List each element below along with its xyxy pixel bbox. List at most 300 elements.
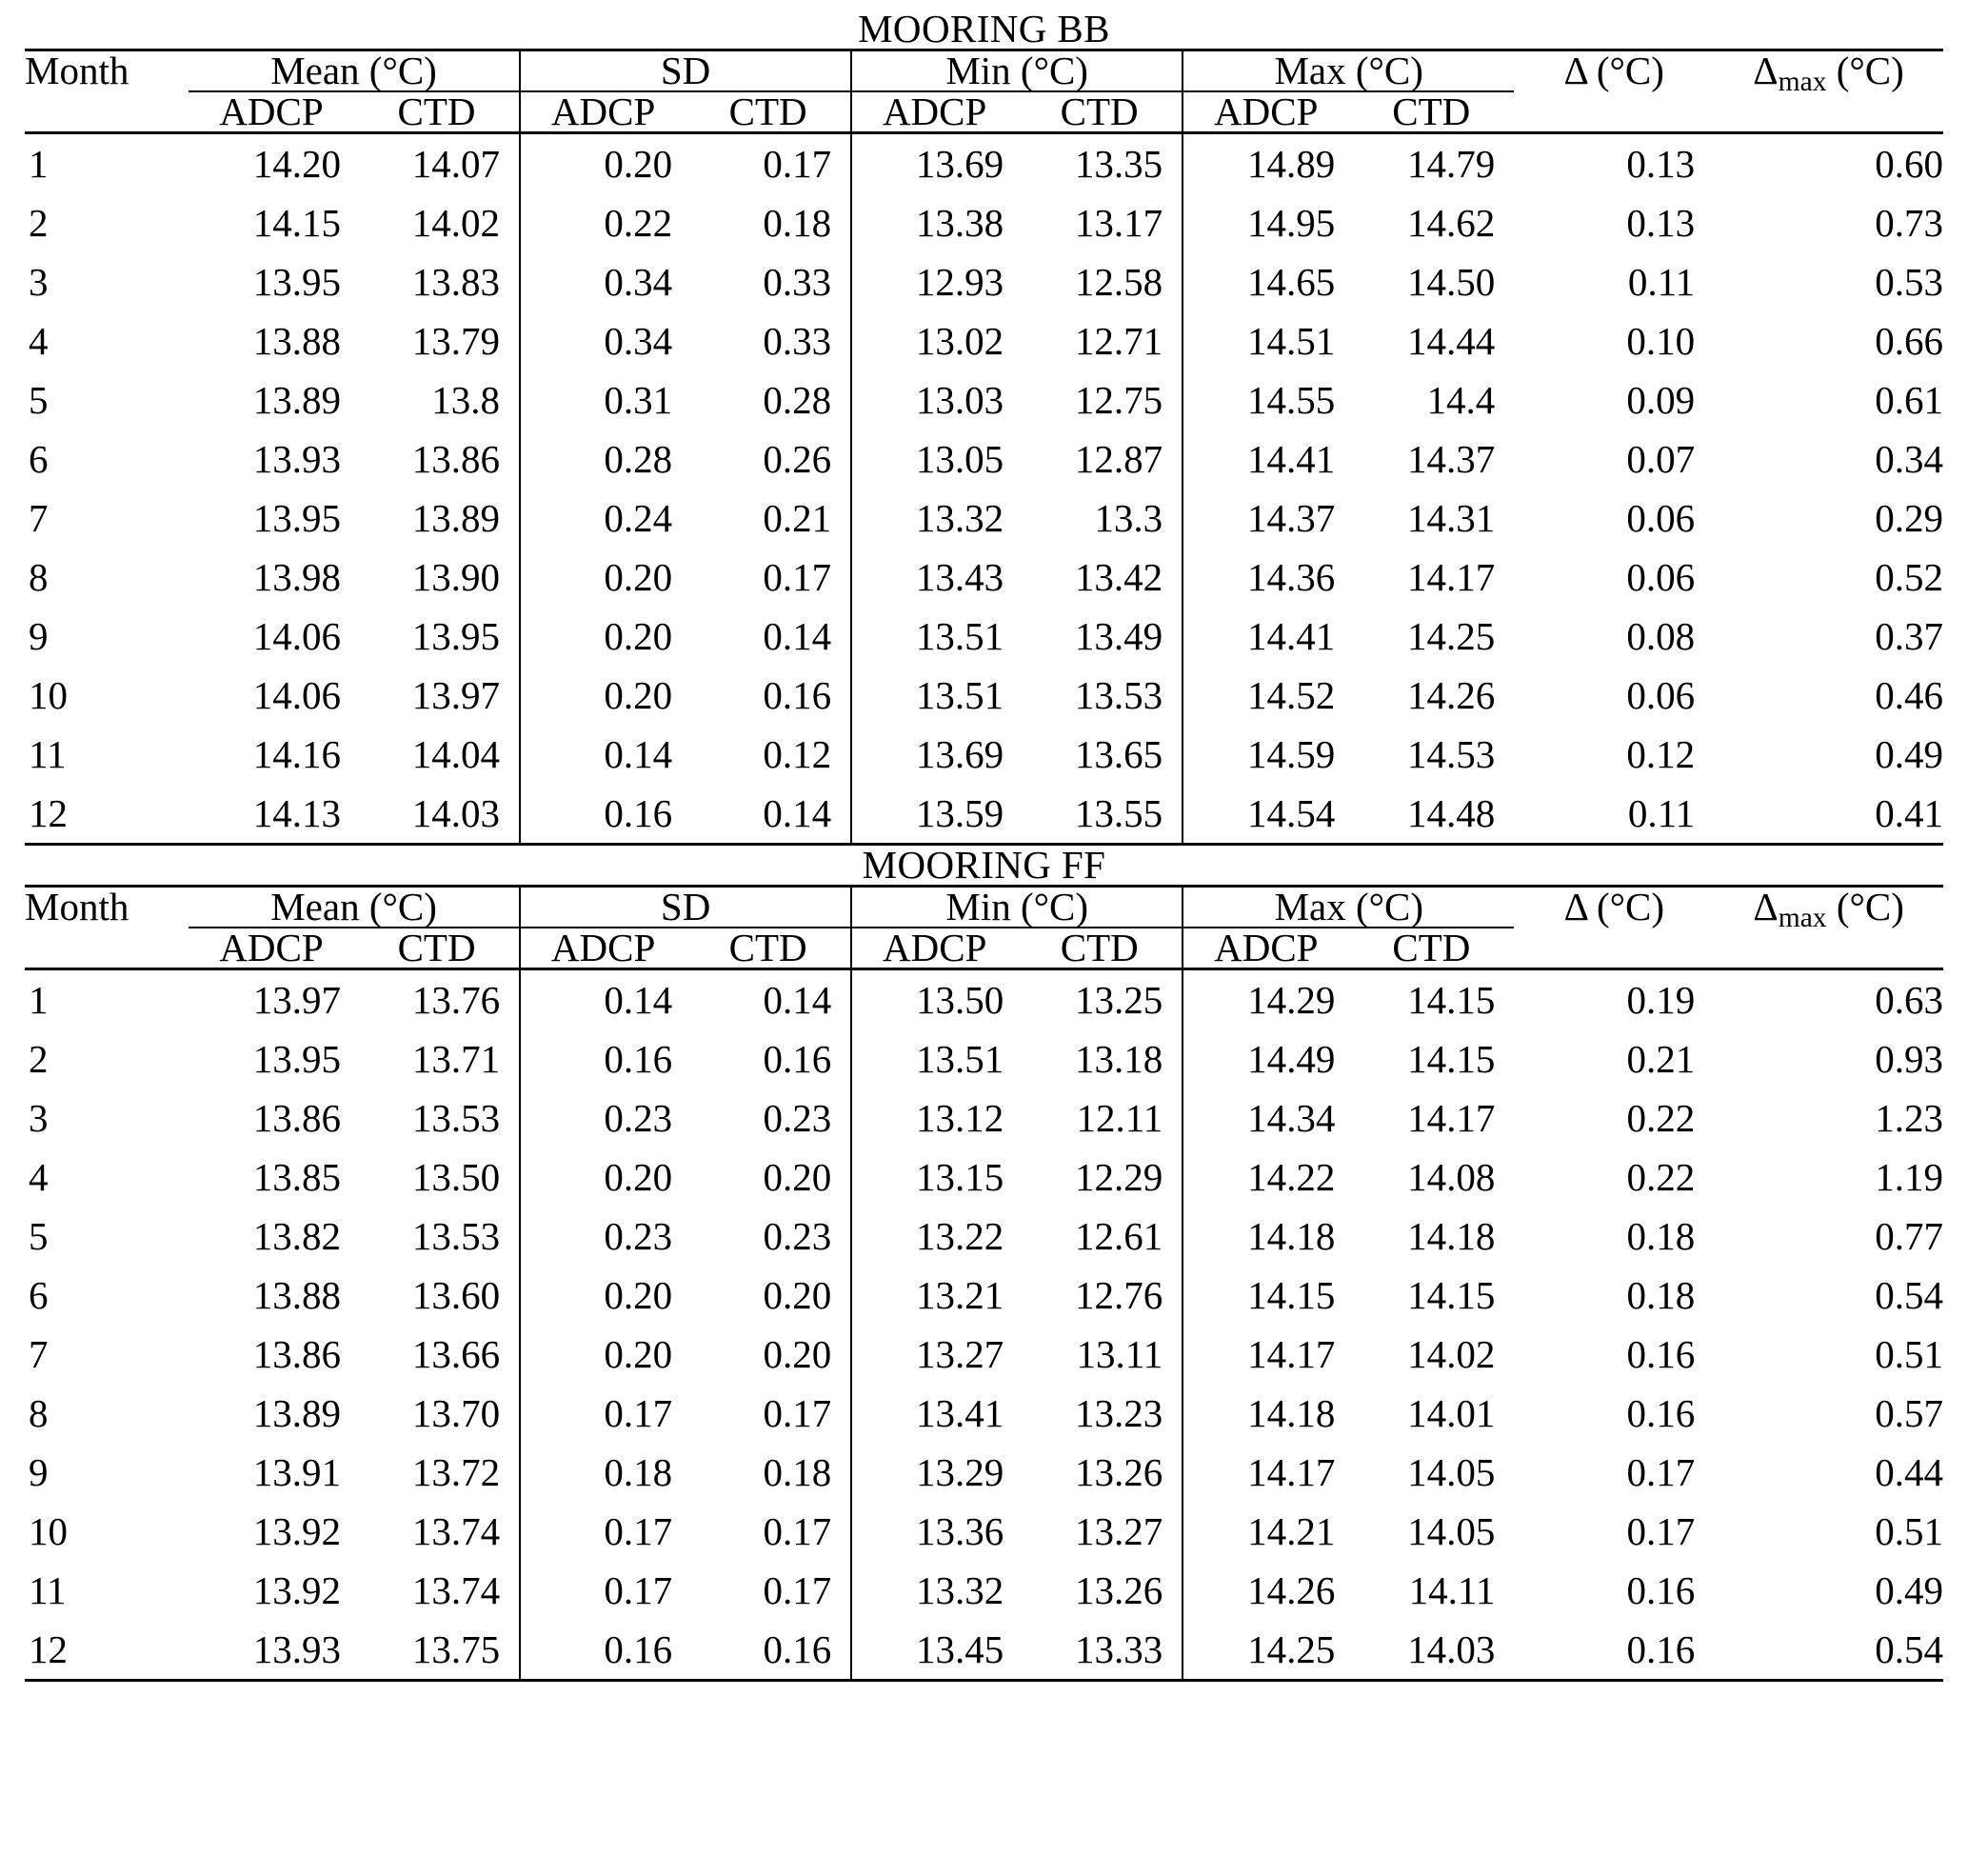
cell-mean-adcp: 13.98 bbox=[252, 554, 342, 599]
cell-delta: 0.17 bbox=[1626, 1449, 1696, 1494]
cell-delta-max: 0.57 bbox=[1875, 1390, 1943, 1435]
cell-min-adcp: 13.29 bbox=[851, 1443, 1017, 1502]
cell-max-ctd: 14.79 bbox=[1406, 141, 1496, 186]
cell-max-adcp: 14.89 bbox=[1183, 134, 1348, 193]
table-row bbox=[25, 784, 1943, 843]
cell-delta-max: 0.49 bbox=[1875, 731, 1943, 776]
cell-mean-ctd: 13.90 bbox=[411, 554, 501, 599]
table-caption-ff bbox=[25, 846, 1943, 887]
header-row-secondary-ff bbox=[25, 928, 1943, 969]
cell-min-adcp: 13.45 bbox=[851, 1620, 1017, 1681]
cell-mean-ctd: 13.74 bbox=[411, 1567, 501, 1612]
cell-min-adcp: 12.93 bbox=[851, 252, 1017, 311]
cell-min-adcp: 13.32 bbox=[851, 1561, 1017, 1620]
cell-max-adcp: 14.65 bbox=[1183, 252, 1348, 311]
cell-delta: 0.09 bbox=[1626, 377, 1696, 422]
cell-delta: 0.17 bbox=[1626, 1508, 1696, 1553]
cell-max-adcp: 14.52 bbox=[1183, 666, 1348, 725]
cell-delta-max: 0.53 bbox=[1875, 259, 1943, 304]
subcol-min-adcp: ADCP bbox=[851, 928, 1017, 969]
cell-mean-adcp: 13.95 bbox=[252, 259, 342, 304]
cell-month: 10 bbox=[29, 1508, 68, 1553]
cell-month: 10 bbox=[29, 672, 68, 717]
cell-sd-adcp: 0.23 bbox=[520, 1088, 686, 1148]
cell-min-adcp: 13.38 bbox=[851, 193, 1017, 252]
subcol-max-ctd: CTD bbox=[1392, 926, 1471, 969]
cell-sd-ctd: 0.17 bbox=[763, 1390, 832, 1435]
cell-month: 1 bbox=[29, 977, 49, 1022]
subcol-sd-adcp: ADCP bbox=[520, 928, 686, 969]
cell-month: 8 bbox=[29, 554, 49, 599]
cell-max-adcp: 14.18 bbox=[1183, 1384, 1348, 1443]
cell-max-adcp: 14.15 bbox=[1183, 1266, 1348, 1325]
cell-sd-adcp: 0.20 bbox=[520, 1148, 686, 1207]
cell-mean-ctd: 13.95 bbox=[411, 613, 501, 658]
cell-min-adcp: 13.21 bbox=[851, 1266, 1017, 1325]
cell-max-adcp: 14.54 bbox=[1183, 784, 1348, 843]
cell-max-adcp: 14.37 bbox=[1183, 489, 1348, 548]
cell-sd-ctd: 0.14 bbox=[763, 613, 832, 658]
cell-max-ctd: 14.44 bbox=[1406, 318, 1496, 363]
cell-sd-adcp: 0.20 bbox=[520, 666, 686, 725]
cell-min-adcp: 13.15 bbox=[851, 1148, 1017, 1207]
cell-max-ctd: 14.11 bbox=[1408, 1567, 1496, 1612]
col-header-min: Min (°C) bbox=[851, 888, 1183, 928]
cell-delta: 0.06 bbox=[1626, 672, 1696, 717]
table-caption-bb bbox=[25, 10, 1943, 50]
cell-mean-ctd: 13.66 bbox=[411, 1331, 501, 1376]
cell-delta: 0.06 bbox=[1626, 554, 1696, 599]
cell-sd-adcp: 0.17 bbox=[520, 1561, 686, 1620]
cell-max-adcp: 14.22 bbox=[1183, 1148, 1348, 1207]
cell-mean-ctd: 13.97 bbox=[411, 672, 501, 717]
cell-delta: 0.08 bbox=[1626, 613, 1696, 658]
cell-month: 11 bbox=[29, 1567, 67, 1612]
cell-month: 7 bbox=[29, 1331, 49, 1376]
cell-sd-adcp: 0.22 bbox=[520, 193, 686, 252]
cell-max-ctd: 14.15 bbox=[1407, 1036, 1496, 1081]
cell-delta: 0.16 bbox=[1626, 1567, 1696, 1612]
cell-max-adcp: 14.29 bbox=[1183, 970, 1348, 1029]
cell-mean-adcp: 13.92 bbox=[252, 1508, 342, 1553]
cell-mean-adcp: 13.92 bbox=[252, 1567, 342, 1612]
cell-mean-adcp: 13.91 bbox=[252, 1449, 342, 1494]
subcol-sd-adcp: ADCP bbox=[520, 91, 686, 133]
cell-delta-max: 0.44 bbox=[1875, 1449, 1943, 1494]
cell-month: 8 bbox=[29, 1390, 49, 1435]
subcol-min-ctd: CTD bbox=[1060, 90, 1139, 133]
col-header-mean: Mean (°C) bbox=[189, 51, 520, 91]
cell-min-ctd: 13.55 bbox=[1074, 790, 1163, 835]
cell-min-ctd: 13.65 bbox=[1074, 731, 1163, 776]
cell-delta: 0.16 bbox=[1626, 1627, 1696, 1671]
cell-sd-adcp: 0.17 bbox=[520, 1502, 686, 1561]
cell-max-ctd: 14.37 bbox=[1406, 436, 1496, 481]
header-row-primary-ff bbox=[25, 888, 1943, 928]
table-row bbox=[25, 1148, 1943, 1207]
cell-min-ctd: 12.61 bbox=[1075, 1213, 1163, 1258]
cell-mean-adcp: 13.86 bbox=[252, 1331, 342, 1376]
cell-delta: 0.21 bbox=[1626, 1036, 1696, 1081]
cell-min-ctd: 13.42 bbox=[1074, 554, 1163, 599]
cell-delta-max: 0.60 bbox=[1875, 141, 1943, 186]
header-row-secondary-bb bbox=[25, 91, 1943, 133]
header-row-primary-bb bbox=[25, 51, 1943, 91]
cell-min-ctd: 12.75 bbox=[1074, 377, 1163, 422]
cell-max-ctd: 14.18 bbox=[1407, 1213, 1496, 1258]
cell-mean-ctd: 14.07 bbox=[411, 141, 501, 186]
table-row bbox=[25, 1561, 1943, 1620]
cell-mean-ctd: 13.76 bbox=[411, 977, 501, 1022]
cell-max-adcp: 14.21 bbox=[1183, 1502, 1348, 1561]
table-row bbox=[25, 548, 1943, 607]
cell-delta-max: 0.93 bbox=[1875, 1036, 1943, 1081]
cell-min-ctd: 13.35 bbox=[1074, 141, 1163, 186]
cell-delta-max: 1.19 bbox=[1875, 1154, 1943, 1199]
cell-max-ctd: 14.05 bbox=[1407, 1449, 1496, 1494]
cell-max-ctd: 14.48 bbox=[1406, 790, 1496, 835]
cell-min-ctd: 13.53 bbox=[1074, 672, 1163, 717]
table-row bbox=[25, 970, 1943, 1029]
cell-max-adcp: 14.26 bbox=[1183, 1561, 1348, 1620]
cell-min-ctd: 13.11 bbox=[1076, 1331, 1163, 1376]
col-header-sd: SD bbox=[520, 51, 851, 91]
cell-sd-ctd: 0.16 bbox=[763, 672, 832, 717]
cell-max-ctd: 14.05 bbox=[1407, 1508, 1496, 1553]
subcol-mean-adcp: ADCP bbox=[219, 926, 324, 969]
cell-min-ctd: 12.87 bbox=[1074, 436, 1163, 481]
cell-sd-ctd: 0.23 bbox=[763, 1095, 832, 1140]
col-header-month: Month bbox=[25, 49, 129, 92]
cell-sd-adcp: 0.14 bbox=[520, 725, 686, 784]
cell-sd-adcp: 0.23 bbox=[520, 1207, 686, 1266]
col-header-delta: Δ (°C) bbox=[1563, 885, 1665, 928]
cell-sd-ctd: 0.20 bbox=[763, 1272, 832, 1317]
cell-delta-max: 0.34 bbox=[1875, 436, 1943, 481]
cell-mean-ctd: 13.71 bbox=[411, 1036, 501, 1081]
cell-min-ctd: 13.23 bbox=[1075, 1390, 1163, 1435]
cell-month: 2 bbox=[29, 1036, 49, 1081]
cell-min-adcp: 13.51 bbox=[851, 666, 1017, 725]
cell-month: 4 bbox=[29, 1154, 49, 1199]
cell-sd-adcp: 0.20 bbox=[520, 134, 686, 193]
cell-min-adcp: 13.32 bbox=[851, 489, 1017, 548]
cell-max-adcp: 14.17 bbox=[1183, 1325, 1348, 1384]
cell-sd-ctd: 0.17 bbox=[763, 141, 832, 186]
cell-min-adcp: 13.22 bbox=[851, 1207, 1017, 1266]
cell-min-adcp: 13.12 bbox=[851, 1088, 1017, 1148]
cell-mean-ctd: 13.8 bbox=[431, 377, 501, 422]
cell-delta: 0.22 bbox=[1626, 1095, 1696, 1140]
cell-min-ctd: 12.11 bbox=[1076, 1095, 1163, 1140]
cell-sd-ctd: 0.23 bbox=[763, 1213, 832, 1258]
cell-sd-adcp: 0.20 bbox=[520, 548, 686, 607]
cell-month: 3 bbox=[29, 1095, 49, 1140]
cell-min-ctd: 13.26 bbox=[1075, 1567, 1163, 1612]
table-row bbox=[25, 1029, 1943, 1088]
cell-max-ctd: 14.17 bbox=[1406, 554, 1496, 599]
cell-mean-ctd: 14.03 bbox=[411, 790, 501, 835]
cell-mean-adcp: 13.95 bbox=[252, 1036, 342, 1081]
cell-month: 4 bbox=[29, 318, 49, 363]
cell-min-adcp: 13.51 bbox=[851, 1029, 1017, 1088]
cell-min-ctd: 13.49 bbox=[1074, 613, 1163, 658]
cell-sd-adcp: 0.16 bbox=[520, 784, 686, 843]
cell-sd-ctd: 0.20 bbox=[763, 1154, 832, 1199]
cell-delta: 0.13 bbox=[1626, 200, 1696, 245]
cell-mean-ctd: 14.02 bbox=[411, 200, 501, 245]
mooring-bb-table bbox=[25, 7, 1943, 843]
cell-month: 7 bbox=[29, 495, 49, 540]
cell-sd-ctd: 0.18 bbox=[763, 200, 832, 245]
cell-min-ctd: 13.18 bbox=[1075, 1036, 1163, 1081]
cell-delta-max: 0.54 bbox=[1875, 1272, 1943, 1317]
cell-mean-ctd: 13.86 bbox=[411, 436, 501, 481]
cell-max-ctd: 14.01 bbox=[1407, 1390, 1496, 1435]
cell-mean-ctd: 13.60 bbox=[411, 1272, 501, 1317]
col-header-sd: SD bbox=[520, 888, 851, 928]
cell-min-ctd: 12.76 bbox=[1075, 1272, 1163, 1317]
cell-sd-ctd: 0.18 bbox=[763, 1449, 832, 1494]
cell-sd-ctd: 0.16 bbox=[763, 1627, 832, 1671]
table-row bbox=[25, 607, 1943, 666]
table-row bbox=[25, 1207, 1943, 1266]
cell-mean-adcp: 13.93 bbox=[252, 436, 342, 481]
cell-delta-max: 0.63 bbox=[1875, 977, 1943, 1022]
table-row bbox=[25, 193, 1943, 252]
table-row bbox=[25, 1502, 1943, 1561]
cell-sd-ctd: 0.17 bbox=[763, 1508, 832, 1553]
cell-delta-max: 0.41 bbox=[1875, 790, 1943, 835]
cell-min-ctd: 13.26 bbox=[1075, 1449, 1163, 1494]
table-row bbox=[25, 725, 1943, 784]
cell-sd-ctd: 0.26 bbox=[763, 436, 832, 481]
cell-min-ctd: 13.33 bbox=[1075, 1627, 1163, 1671]
cell-month: 11 bbox=[29, 731, 67, 776]
cell-mean-ctd: 14.04 bbox=[411, 731, 501, 776]
caption-text-bb: MOORING BB bbox=[858, 7, 1110, 50]
subcol-max-adcp: ADCP bbox=[1183, 928, 1348, 969]
cell-sd-adcp: 0.20 bbox=[520, 607, 686, 666]
cell-delta-max: 0.37 bbox=[1875, 613, 1943, 658]
cell-delta: 0.16 bbox=[1626, 1331, 1696, 1376]
cell-delta: 0.13 bbox=[1626, 141, 1696, 186]
cell-delta: 0.19 bbox=[1626, 977, 1696, 1022]
cell-sd-ctd: 0.20 bbox=[763, 1331, 832, 1376]
cell-max-adcp: 14.36 bbox=[1183, 548, 1348, 607]
cell-mean-adcp: 13.85 bbox=[252, 1154, 342, 1199]
cell-max-ctd: 14.62 bbox=[1406, 200, 1496, 245]
cell-sd-adcp: 0.31 bbox=[520, 370, 686, 429]
cell-month: 9 bbox=[29, 1449, 49, 1494]
cell-max-ctd: 14.17 bbox=[1407, 1095, 1496, 1140]
cell-max-ctd: 14.03 bbox=[1407, 1627, 1496, 1671]
cell-max-adcp: 14.18 bbox=[1183, 1207, 1348, 1266]
cell-mean-ctd: 13.74 bbox=[411, 1508, 501, 1553]
cell-delta-max: 0.51 bbox=[1875, 1331, 1943, 1376]
cell-max-adcp: 14.51 bbox=[1183, 311, 1348, 370]
cell-mean-adcp: 13.93 bbox=[252, 1627, 342, 1671]
cell-delta: 0.18 bbox=[1626, 1272, 1696, 1317]
cell-mean-adcp: 13.82 bbox=[252, 1213, 342, 1258]
cell-mean-adcp: 14.16 bbox=[252, 731, 342, 776]
col-header-max: Max (°C) bbox=[1183, 51, 1514, 91]
cell-mean-ctd: 13.53 bbox=[411, 1213, 501, 1258]
cell-sd-adcp: 0.34 bbox=[520, 311, 686, 370]
cell-mean-adcp: 13.89 bbox=[252, 1390, 342, 1435]
table-row bbox=[25, 252, 1943, 311]
cell-min-ctd: 12.29 bbox=[1075, 1154, 1163, 1199]
cell-delta: 0.11 bbox=[1627, 259, 1696, 304]
cell-mean-ctd: 13.50 bbox=[411, 1154, 501, 1199]
cell-max-adcp: 14.59 bbox=[1183, 725, 1348, 784]
table-body-bb bbox=[25, 134, 1943, 843]
subcol-mean-ctd: CTD bbox=[397, 926, 476, 969]
subcol-mean-adcp: ADCP bbox=[219, 90, 324, 133]
table-row bbox=[25, 1384, 1943, 1443]
cell-max-ctd: 14.08 bbox=[1407, 1154, 1496, 1199]
cell-min-ctd: 12.71 bbox=[1074, 318, 1163, 363]
table-row bbox=[25, 370, 1943, 429]
cell-max-adcp: 14.55 bbox=[1183, 370, 1348, 429]
cell-sd-ctd: 0.14 bbox=[763, 790, 832, 835]
cell-month: 6 bbox=[29, 436, 49, 481]
cell-sd-adcp: 0.18 bbox=[520, 1443, 686, 1502]
cell-mean-adcp: 14.06 bbox=[252, 613, 342, 658]
cell-delta-max: 1.23 bbox=[1875, 1095, 1943, 1140]
cell-delta: 0.10 bbox=[1626, 318, 1696, 363]
cell-delta-max: 0.61 bbox=[1875, 377, 1943, 422]
subcol-mean-ctd: CTD bbox=[397, 90, 476, 133]
cell-min-adcp: 13.59 bbox=[851, 784, 1017, 843]
cell-mean-adcp: 13.88 bbox=[252, 318, 342, 363]
cell-max-ctd: 14.15 bbox=[1407, 1272, 1496, 1317]
cell-sd-ctd: 0.17 bbox=[763, 1567, 832, 1612]
cell-delta: 0.22 bbox=[1626, 1154, 1696, 1199]
cell-sd-adcp: 0.34 bbox=[520, 252, 686, 311]
cell-month: 6 bbox=[29, 1272, 49, 1317]
cell-min-ctd: 13.25 bbox=[1075, 977, 1163, 1022]
table-row bbox=[25, 1088, 1943, 1148]
cell-min-ctd: 13.17 bbox=[1074, 200, 1163, 245]
cell-mean-adcp: 14.13 bbox=[252, 790, 342, 835]
cell-max-ctd: 14.50 bbox=[1406, 259, 1496, 304]
cell-min-ctd: 13.3 bbox=[1094, 495, 1163, 540]
cell-max-ctd: 14.31 bbox=[1406, 495, 1496, 540]
cell-max-adcp: 14.17 bbox=[1183, 1443, 1348, 1502]
cell-min-adcp: 13.43 bbox=[851, 548, 1017, 607]
col-header-min: Min (°C) bbox=[851, 51, 1183, 91]
table-row bbox=[25, 134, 1943, 193]
table-row bbox=[25, 311, 1943, 370]
cell-min-adcp: 13.27 bbox=[851, 1325, 1017, 1384]
cell-sd-adcp: 0.20 bbox=[520, 1325, 686, 1384]
col-header-month: Month bbox=[25, 885, 129, 928]
cell-delta: 0.12 bbox=[1626, 731, 1696, 776]
cell-max-adcp: 14.49 bbox=[1183, 1029, 1348, 1088]
subcol-sd-ctd: CTD bbox=[728, 926, 807, 969]
cell-mean-ctd: 13.79 bbox=[411, 318, 501, 363]
cell-delta-max: 0.49 bbox=[1875, 1567, 1943, 1612]
cell-mean-adcp: 14.15 bbox=[252, 200, 342, 245]
cell-mean-ctd: 13.75 bbox=[411, 1627, 501, 1671]
cell-delta-max: 0.66 bbox=[1875, 318, 1943, 363]
cell-mean-adcp: 14.06 bbox=[252, 672, 342, 717]
cell-min-ctd: 12.58 bbox=[1074, 259, 1163, 304]
cell-sd-adcp: 0.16 bbox=[520, 1029, 686, 1088]
cell-sd-ctd: 0.12 bbox=[763, 731, 832, 776]
cell-sd-ctd: 0.33 bbox=[763, 318, 832, 363]
table-row bbox=[25, 1325, 1943, 1384]
cell-min-adcp: 13.69 bbox=[851, 134, 1017, 193]
cell-delta-max: 0.46 bbox=[1875, 672, 1943, 717]
table-row bbox=[25, 666, 1943, 725]
cell-min-adcp: 13.50 bbox=[851, 970, 1017, 1029]
col-header-delta-max: Δmax (°C) bbox=[1753, 885, 1904, 934]
subcol-min-ctd: CTD bbox=[1060, 926, 1139, 969]
cell-max-adcp: 14.41 bbox=[1183, 429, 1348, 489]
cell-sd-ctd: 0.28 bbox=[763, 377, 832, 422]
col-header-mean: Mean (°C) bbox=[189, 888, 520, 928]
cell-min-adcp: 13.41 bbox=[851, 1384, 1017, 1443]
table-body-ff bbox=[25, 970, 1943, 1681]
cell-sd-adcp: 0.16 bbox=[520, 1620, 686, 1681]
cell-mean-adcp: 13.95 bbox=[252, 495, 342, 540]
col-header-delta: Δ (°C) bbox=[1563, 49, 1664, 92]
cell-mean-adcp: 13.89 bbox=[252, 377, 342, 422]
subcol-max-ctd: CTD bbox=[1392, 90, 1471, 133]
cell-max-adcp: 14.95 bbox=[1183, 193, 1348, 252]
cell-max-ctd: 14.15 bbox=[1407, 977, 1496, 1022]
cell-mean-ctd: 13.89 bbox=[411, 495, 501, 540]
cell-delta-max: 0.29 bbox=[1875, 495, 1943, 540]
cell-max-ctd: 14.25 bbox=[1406, 613, 1496, 658]
cell-delta-max: 0.51 bbox=[1875, 1508, 1943, 1553]
cell-month: 1 bbox=[29, 141, 49, 186]
cell-sd-adcp: 0.17 bbox=[520, 1384, 686, 1443]
table-row bbox=[25, 429, 1943, 489]
cell-delta-max: 0.73 bbox=[1875, 200, 1943, 245]
cell-month: 5 bbox=[29, 377, 49, 422]
cell-max-ctd: 14.26 bbox=[1406, 672, 1496, 717]
table-row bbox=[25, 1266, 1943, 1325]
cell-sd-ctd: 0.16 bbox=[763, 1036, 832, 1081]
cell-delta-max: 0.77 bbox=[1875, 1213, 1943, 1258]
cell-month: 9 bbox=[29, 613, 49, 658]
cell-sd-adcp: 0.24 bbox=[520, 489, 686, 548]
cell-max-ctd: 14.02 bbox=[1407, 1331, 1496, 1376]
cell-sd-adcp: 0.14 bbox=[520, 970, 686, 1029]
cell-delta: 0.11 bbox=[1627, 790, 1696, 835]
cell-delta: 0.06 bbox=[1626, 495, 1696, 540]
cell-max-adcp: 14.41 bbox=[1183, 607, 1348, 666]
cell-sd-ctd: 0.14 bbox=[763, 977, 832, 1022]
cell-sd-adcp: 0.28 bbox=[520, 429, 686, 489]
cell-min-adcp: 13.03 bbox=[851, 370, 1017, 429]
cell-delta: 0.18 bbox=[1626, 1213, 1696, 1258]
cell-max-ctd: 14.53 bbox=[1406, 731, 1496, 776]
cell-month: 12 bbox=[29, 790, 68, 835]
cell-sd-adcp: 0.20 bbox=[520, 1266, 686, 1325]
cell-mean-ctd: 13.53 bbox=[411, 1095, 501, 1140]
cell-min-adcp: 13.69 bbox=[851, 725, 1017, 784]
cell-sd-ctd: 0.33 bbox=[763, 259, 832, 304]
cell-min-adcp: 13.36 bbox=[851, 1502, 1017, 1561]
cell-month: 5 bbox=[29, 1213, 49, 1258]
col-header-delta-max: Δmax (°C) bbox=[1753, 49, 1904, 98]
cell-delta: 0.16 bbox=[1626, 1390, 1696, 1435]
cell-mean-ctd: 13.72 bbox=[411, 1449, 501, 1494]
